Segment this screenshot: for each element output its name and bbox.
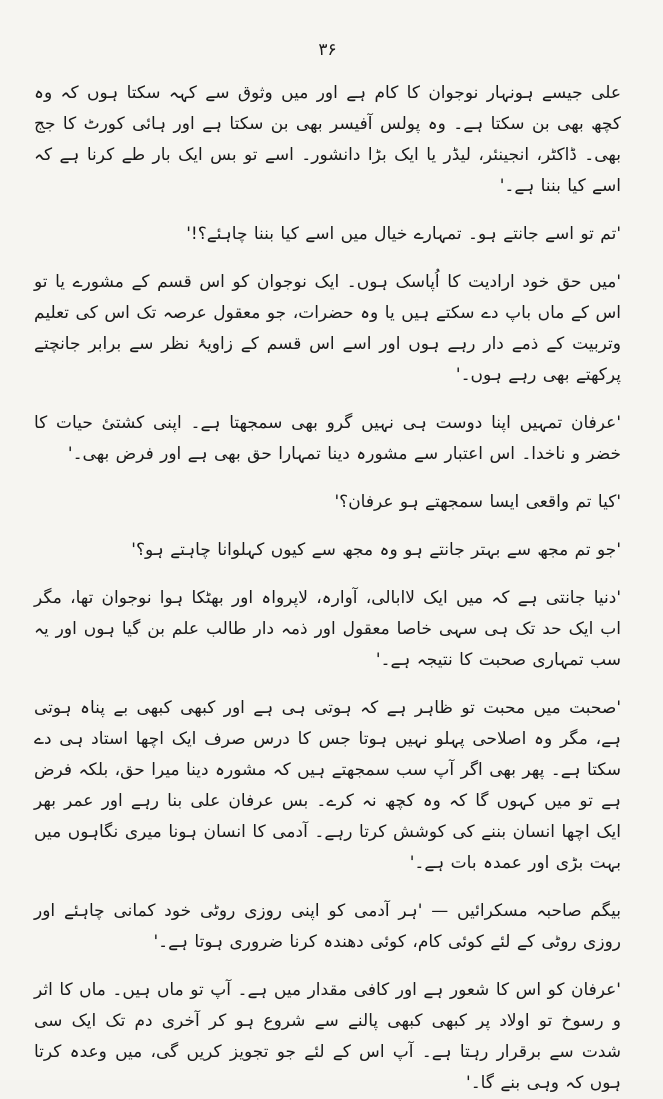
paragraph: 'میں حق خود ارادیت کا اُپاسک ہوں۔ ایک نوجوان کو اس قسم کے مشورے یا تو اس کے ماں باپ دے سکتے ہیں یا وہ حضرات، جو معقول عرصہ تک اس کی تعلیم وتربیت کے ذمے دار رہے ہوں اور اسے اس قسم کے زاویۂ نظر سے برابر جانچتے پرکھتے بھی رہے ہوں۔' [34, 272, 621, 385]
paragraph: 'عرفان تمہیں اپنا دوست ہی نہیں گرو بھی سمجھتا ہے۔ اپنی کشتیٔ حیات کا خضر و ناخدا۔ اس اعتبار سے مشورہ دینا تمہارا حق بھی ہے اور فرض بھی۔' [34, 413, 621, 464]
paragraph: بیگم صاحبہ مسکرائیں — 'ہر آدمی کو اپنی روزی روٹی خود کمانی چاہئے اور روزی روٹی کے لئے کوئی کام، کوئی دھندہ کرنا ضروری ہوتا ہے۔' [34, 901, 621, 952]
paragraph: 'دنیا جانتی ہے کہ میں ایک لاابالی، آوارہ، لاپرواہ اور بھٹکا ہوا نوجوان تھا، مگر اب ایک حد تک ہی سہی خاصا معقول اور ذمہ دار طالب علم بن گیا ہوں اور یہ سب تمہاری صحبت کا نتیجہ ہے۔' [34, 588, 621, 670]
page-number: ۳۶ [318, 40, 337, 60]
paragraph: 'کیا تم واقعی ایسا سمجھتے ہو عرفان؟' [334, 492, 621, 512]
paragraph: 'صحبت میں محبت تو ظاہر ہے کہ ہوتی ہی ہے اور کبھی کبھی بے پناہ ہوتی ہے، مگر وہ اصلاحی پہلو نہیں ہوتا جس کا درس صرف ایک اچھا استاد ہی دے سکتا ہے۔ پھر بھی اگر آپ سب سمجھتے ہیں کہ مشورہ دینا میرا حق، بلکہ فرض ہے تو میں کہوں گا کہ وہ کچھ نہ کرے۔ بس عرفان علی بنا رہے اور عمر بھر ایک اچھا انسان بننے کی کوشش کرتا رہے۔ آدمی کا انسان ہونا میری نگاہوں میں بہت بڑی اور عمدہ بات ہے۔' [34, 698, 621, 873]
paragraph: 'عرفان کو اس کا شعور ہے اور کافی مقدار میں ہے۔ آپ تو ماں ہیں۔ ماں کا اثر و رسوخ تو اولاد پر کبھی کبھی پالنے سے شروع ہو کر آخری دم تک ایک سی شدت سے برقرار رہتا ہے۔ آپ اس کے لئے جو تجویز کریں گی، میں وعدہ کرتا ہوں کہ وہی بنے گا۔' [34, 980, 621, 1093]
paragraph: 'جو تم مجھ سے بہتر جانتے ہو وہ مجھ سے کیوں کہلوانا چاہتے ہو؟' [131, 540, 621, 560]
paragraph: 'تم تو اسے جانتے ہو۔ تمہارے خیال میں اسے کیا بننا چاہئے؟!' [186, 224, 621, 244]
paragraph: علی جیسے ہونہار نوجوان کا کام ہے اور میں وثوق سے کہہ سکتا ہوں کہ وہ کچھ بھی بن سکتا ہے۔ وہ پولس آفیسر بھی بن سکتا ہے اور ہائی کورٹ کا جج بھی۔ ڈاکٹر، انجینئر، لیڈر یا ایک بڑا دانشور۔ اسے تو بس ایک بار طے کرنا ہے کہ اسے کیا بننا ہے۔' [34, 83, 621, 196]
